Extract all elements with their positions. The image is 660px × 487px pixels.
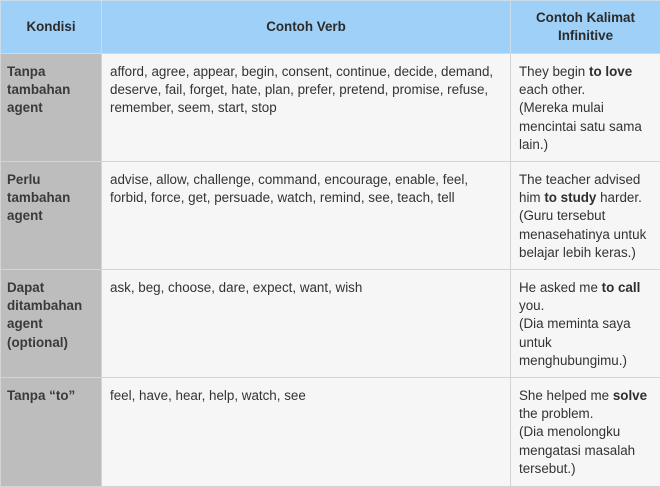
- example-infinitive: to study: [544, 190, 596, 205]
- example-text-post: you.: [519, 298, 544, 313]
- example-cell: [511, 270, 660, 378]
- example-translation: (Dia meminta saya untuk menghubungimu.): [519, 315, 652, 370]
- example-sentence: [519, 280, 640, 313]
- example-infinitive: to call: [602, 280, 641, 295]
- kondisi-cell: Tanpa “to”: [1, 378, 102, 487]
- verb-list-cell: advise, allow, challenge, command, encourage, enable, feel, forbid, force, get, persuade, watch, remind, see, teach, tell: [102, 162, 511, 270]
- example-text-post: each other.: [519, 82, 585, 97]
- example-text-pre: They begin: [519, 64, 589, 79]
- kondisi-cell: Perlu tambahan agent: [1, 162, 102, 270]
- example-sentence: [519, 388, 647, 421]
- example-infinitive: to love: [589, 64, 632, 79]
- example-cell: [511, 162, 660, 270]
- example-translation: (Mereka mulai mencintai satu sama lain.): [519, 99, 652, 154]
- example-text-pre: She helped me: [519, 388, 613, 403]
- example-text-pre: He asked me: [519, 280, 602, 295]
- example-cell: [511, 54, 660, 162]
- example-sentence: [519, 64, 632, 97]
- header-kondisi: Kondisi: [1, 1, 102, 54]
- verb-list-cell: ask, beg, choose, dare, expect, want, wish: [102, 270, 511, 378]
- example-translation: (Guru tersebut menasehatinya untuk belajar lebih keras.): [519, 207, 652, 262]
- verb-list-cell: feel, have, hear, help, watch, see: [102, 378, 511, 487]
- table-row: [1, 162, 660, 270]
- table-row: [1, 54, 660, 162]
- example-translation: (Dia menolongku mengatasi masalah tersebut.): [519, 423, 652, 478]
- example-text-post: the problem.: [519, 406, 593, 421]
- table-row: [1, 378, 660, 487]
- table-body: [1, 54, 660, 487]
- example-text-pre: The teacher advised him: [519, 172, 640, 205]
- header-row: [1, 1, 660, 54]
- header-contoh-verb: Contoh Verb: [102, 1, 511, 54]
- example-cell: [511, 378, 660, 487]
- kondisi-cell: Tanpa tambahan agent: [1, 54, 102, 162]
- verb-list-cell: afford, agree, appear, begin, consent, continue, decide, demand, deserve, fail, forget, hate, plan, prefer, pretend, promise, refuse, remember, seem, start, stop: [102, 54, 511, 162]
- example-sentence: [519, 172, 642, 205]
- kondisi-cell: Dapat ditambahan agent (optional): [1, 270, 102, 378]
- table-header: [1, 1, 660, 54]
- header-contoh-kalimat: Contoh Kalimat Infinitive: [511, 1, 660, 54]
- example-text-post: harder.: [596, 190, 641, 205]
- table-row: [1, 270, 660, 378]
- example-infinitive: solve: [613, 388, 647, 403]
